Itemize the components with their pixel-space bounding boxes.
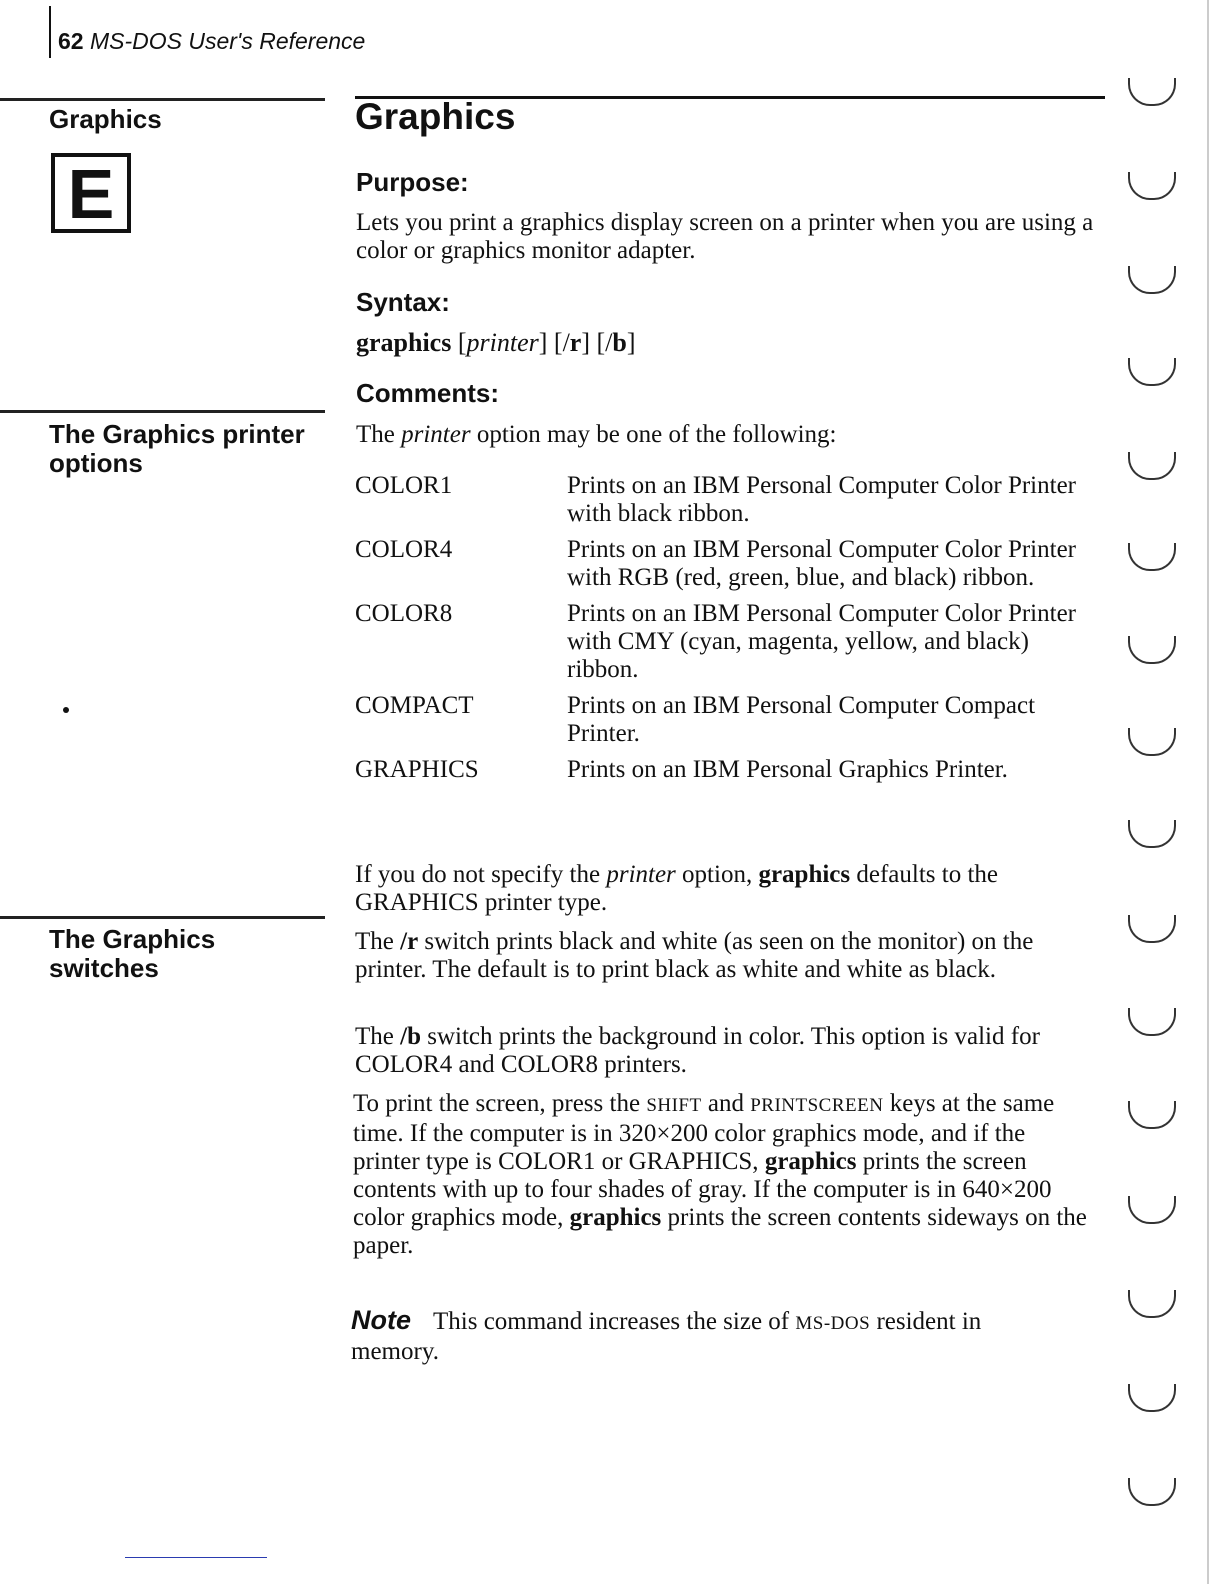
table-row [355,692,1100,756]
section-tab-letter: E [51,153,131,233]
text: option, [675,861,759,888]
purpose-text: Lets you print a graphics display screen on a printer when you are using a color or graphics monitor adapter. [356,209,1094,264]
text: To print the screen, press the [353,1090,647,1117]
binder-hole [1128,728,1176,756]
default-paragraph [355,861,1095,917]
sidebar-rule [0,916,325,919]
text: keys at the same time. If the computer is in 320×200 color graphics mode, and if the printer type is COLOR1 or GRAPHICS, [353,1090,1055,1175]
printer-intro [356,421,836,449]
footer-line [125,1557,267,1558]
printer-param: printer [401,421,471,448]
page-number: 62 [58,28,84,54]
binder-hole [1128,358,1176,386]
text: The [355,1023,401,1050]
print-screen-paragraph [353,1090,1093,1260]
binder-hole [1128,1101,1176,1129]
binder-hole [1128,1478,1176,1506]
option-description: Prints on an IBM Personal Computer Color Printer with black ribbon. [567,472,1076,527]
text: If you do not specify the [355,861,607,888]
command-name: graphics [569,1204,662,1231]
option-description: Prints on an IBM Personal Computer Compact Printer. [567,692,1036,747]
binder-hole [1128,1384,1176,1412]
binder-hole [1128,915,1176,943]
page-title: Graphics [355,96,516,137]
text: switch prints black and white (as seen on the monitor) on the printer. The default is to print black as white and white as black. [355,928,1034,983]
stray-dot [63,707,69,713]
table-row [355,536,1100,600]
syntax-command: graphics [356,328,452,357]
text: This command increases the size of [433,1308,796,1335]
binder-hole [1128,636,1176,664]
note-label: Note [351,1305,411,1335]
table-row [355,600,1100,692]
printer-options-table [355,472,1100,792]
key-name: PRINTSCREEN [750,1095,884,1116]
text: option may be one of the following: [470,421,837,448]
table-row [355,472,1100,536]
sidebar-rule [0,410,325,413]
small-caps-text: MS-DOS [795,1313,871,1334]
binder-hole [1128,266,1176,294]
command-name: graphics [758,861,851,888]
text: The [355,928,401,955]
text: prints the screen contents sideways on the paper. [353,1204,1087,1259]
comments-heading: Comments: [356,378,500,408]
option-name: COMPACT [355,692,474,719]
syntax-switch-b: b [612,328,627,357]
binder-hole [1128,452,1176,480]
header-rule [49,6,51,58]
note [351,1306,1071,1366]
option-description: Prints on an IBM Personal Computer Color Printer with CMY (cyan, magenta, yellow, and black) ribbon. [567,600,1076,683]
text: The [356,421,402,448]
binder-hole [1128,172,1176,200]
text: switch prints the background in color. This option is valid for COLOR4 and COLOR8 printers. [355,1023,1040,1078]
switch-name: /r [400,928,419,955]
binder-hole [1128,1008,1176,1036]
text: defaults to the GRAPHICS printer type. [355,861,999,916]
printer-param: printer [606,861,676,888]
binder-hole [1128,1290,1176,1318]
binder-hole [1128,1196,1176,1224]
switch-name: /b [400,1023,421,1050]
option-name: COLOR4 [355,536,453,563]
b-switch-paragraph [355,1023,1095,1079]
command-name: graphics [764,1148,857,1175]
running-header [58,28,365,55]
text: resident in memory. [351,1308,982,1365]
option-name: GRAPHICS [355,756,479,783]
sidebar-section-title: Graphics [49,104,162,134]
option-description: Prints on an IBM Personal Graphics Printer. [567,756,1008,783]
book-title: MS-DOS User's Reference [89,28,366,54]
key-name: SHIFT [646,1095,702,1116]
sidebar-printer-options-heading: The Graphics printer options [49,419,305,478]
option-name: COLOR8 [355,600,453,627]
sidebar-rule [0,98,325,101]
sidebar-switches-heading: The Graphics switches [49,924,216,983]
r-switch-paragraph [355,928,1095,984]
option-name: COLOR1 [355,472,453,499]
syntax-switch-r: r [569,328,582,357]
binder-hole [1128,78,1176,106]
option-description: Prints on an IBM Personal Computer Color Printer with RGB (red, green, blue, and black) ribbon. [567,536,1076,591]
binder-hole [1128,820,1176,848]
page-edge [1207,0,1209,1584]
table-row [355,756,1100,792]
purpose-heading: Purpose: [356,167,469,197]
syntax-printer-param: printer [466,328,539,357]
text: prints the screen contents with up to four shades of gray. If the computer is in 640×200 color graphics mode, [353,1148,1052,1231]
text: and [701,1090,751,1117]
syntax-heading: Syntax: [356,287,450,317]
binder-hole [1128,543,1176,571]
syntax-line: graphics [printer] [/r] [/b] [356,328,636,357]
